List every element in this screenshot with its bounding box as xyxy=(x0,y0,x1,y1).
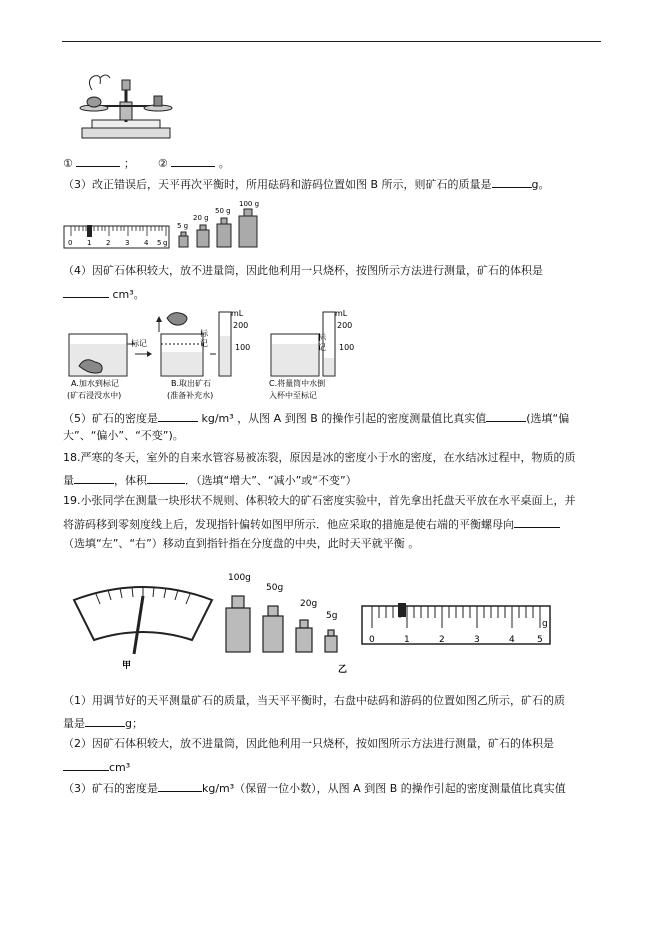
q19-part1-line1: （1）用调节好的天平测量矿石的质量，当天平平衡时，右盘中砝码和游码的位置如图乙所示，矿石的质 xyxy=(63,694,565,707)
q17-blanks-line xyxy=(63,155,230,171)
compare-blank[interactable] xyxy=(486,410,526,422)
q18-c: ．（选填“增大”、“减小”或“不变”） xyxy=(185,474,357,487)
cyl2-200: 200 xyxy=(337,321,353,330)
cyl2-100: 100 xyxy=(339,343,355,352)
mark-v2: 记 xyxy=(200,339,208,348)
q19-density-blank[interactable] xyxy=(158,780,202,792)
q18-line2 xyxy=(63,472,357,488)
weight-label: 100 g xyxy=(239,200,260,208)
weight-label: 100g xyxy=(228,573,251,583)
weight-label: 20 g xyxy=(193,214,209,222)
cyl1-100: 100 xyxy=(235,343,251,352)
label-jia: 甲 xyxy=(122,661,132,671)
rider xyxy=(398,603,406,617)
q19-line1: 19.小张同学在测量一块形状不规则、体积较大的矿石密度实验中，首先拿出托盘天平放在水平桌面上，并 xyxy=(63,494,576,507)
weight-label: 50 g xyxy=(215,207,231,215)
q17-part4-line2 xyxy=(63,286,145,302)
figure-yi-weights xyxy=(220,568,348,678)
q19-p3-unit: kg/m³（保留一位小数），从图 A 到图 B 的操作引起的密度测量值比真实值 xyxy=(202,782,566,795)
cyl1-unit: mL xyxy=(231,309,244,318)
q19-p3-prefix: （3）矿石的密度是 xyxy=(63,782,158,795)
weight-label: 5g xyxy=(326,611,338,621)
tick-label: g xyxy=(163,239,168,247)
q17-part3 xyxy=(63,176,550,192)
density-blank[interactable] xyxy=(158,410,198,422)
figure-jia xyxy=(68,578,218,674)
balance-figure xyxy=(72,70,180,146)
answer-blank-1[interactable] xyxy=(76,155,120,167)
caption-c1: C.将量筒中水倒 xyxy=(269,379,326,388)
figure-b xyxy=(63,198,273,250)
tick-label: 1 xyxy=(87,239,92,247)
q17-p3-suffix: g。 xyxy=(531,178,550,191)
q17-p5-end: (选填“偏 xyxy=(526,412,570,425)
q18-line1: 18.严寒的冬天，室外的自来水管容易被冻裂，原因是冰的密度小于水的密度，在水结冰过程中，物质的质 xyxy=(63,451,576,464)
figure-yi-scale xyxy=(360,600,556,656)
q18-mass-blank[interactable] xyxy=(74,472,114,484)
tick-label: 2 xyxy=(106,239,111,247)
q17-p3-text: （3）改正错误后，天平再次平衡时，所用砝码和游码位置如图 B 所示，则矿石的质量是 xyxy=(63,178,492,191)
weight-label: 50g xyxy=(266,583,284,593)
caption-a1: A.加水到标记 xyxy=(71,379,119,388)
circle-1: ① xyxy=(63,157,73,170)
tick-label: 0 xyxy=(68,239,73,247)
tick-label: 3 xyxy=(125,239,130,247)
mark-v1: 标 xyxy=(200,329,208,338)
pointer xyxy=(134,596,143,654)
separator: ； xyxy=(123,157,135,170)
rider xyxy=(87,225,92,237)
q19-mass-blank[interactable] xyxy=(85,715,125,727)
q17-part5-line2: 大”、“偏小”、“不变”)。 xyxy=(63,429,184,442)
tick-label: 5 xyxy=(157,239,162,247)
mark-v1: 标 xyxy=(318,333,326,342)
figure-abc xyxy=(63,306,363,404)
volume-blank[interactable] xyxy=(63,286,109,298)
q19-part3 xyxy=(63,780,566,796)
cyl1-200: 200 xyxy=(233,321,249,330)
mark-label: 标记 xyxy=(131,339,147,348)
q19-p1-a: 量是 xyxy=(63,717,85,730)
q19-volume-unit: cm³ xyxy=(109,761,131,774)
q17-part5 xyxy=(63,410,569,426)
circle-2: ② xyxy=(157,157,168,170)
answer-blank-2[interactable] xyxy=(171,155,215,167)
caption-a2: (矿石浸没水中) xyxy=(67,391,122,400)
q17-part4-line1: （4）因矿石体积较大，放不进量筒，因此他利用一只烧杯，按图所示方法进行测量，矿石的体积是 xyxy=(63,264,543,277)
q19-part2-line1: （2）因矿石体积较大，放不进量筒，因此他利用一只烧杯，按如图所示方法进行测量，矿石的体积是 xyxy=(63,737,554,750)
tick-label: 3 xyxy=(474,635,480,645)
tick-label: g xyxy=(542,619,548,629)
caption-b2: (准备补充水) xyxy=(167,391,214,400)
q19-volume-blank[interactable] xyxy=(63,759,109,771)
caption-c2: 入杯中至标记 xyxy=(269,391,317,400)
header-rule xyxy=(62,41,601,42)
q18-b: ，体积 xyxy=(114,474,147,487)
q19-line3: （选填“左”、“右”）移动直到指针指在分度盘的中央，此时天平就平衡 。 xyxy=(63,537,420,550)
tick-label: 1 xyxy=(404,635,410,645)
tick-label: 5 xyxy=(537,635,543,645)
q17-p5-prefix: （5）矿石的密度是 xyxy=(63,412,158,425)
q19-direction-blank[interactable] xyxy=(514,516,560,528)
caption-b1: B.取出矿石 xyxy=(171,379,212,388)
weight-label: 20g xyxy=(300,599,318,609)
mark-v2: 记 xyxy=(318,343,326,352)
cyl2-unit: mL xyxy=(335,309,348,318)
rider-scale xyxy=(64,226,169,248)
tick-label: 2 xyxy=(439,635,445,645)
weight-label: 5 g xyxy=(177,222,189,230)
label-yi: 乙 xyxy=(338,665,348,675)
q19-part2-line2 xyxy=(63,759,130,775)
q19-line2-text: 将游码移到零刻度线上后，发现指针偏转如图甲所示．他应采取的措施是使右端的平衡螺母向 xyxy=(63,518,514,531)
q17-p5-mid: ，从图 A 到图 B 的操作引起的密度测量值比真实值 xyxy=(237,412,487,425)
tick-label: 4 xyxy=(509,635,515,645)
period: 。 xyxy=(218,157,230,170)
density-unit: kg/m³ xyxy=(201,412,234,425)
q19-p1-b: g； xyxy=(125,717,143,730)
q19-line2 xyxy=(63,516,560,532)
mass-blank[interactable] xyxy=(492,176,532,188)
q18-volume-blank[interactable] xyxy=(147,472,185,484)
tick-label: 0 xyxy=(369,635,375,645)
q18-a: 量 xyxy=(63,474,74,487)
tick-label: 4 xyxy=(144,239,149,247)
q19-part1-line2 xyxy=(63,715,143,731)
volume-unit: cm³。 xyxy=(112,288,145,301)
